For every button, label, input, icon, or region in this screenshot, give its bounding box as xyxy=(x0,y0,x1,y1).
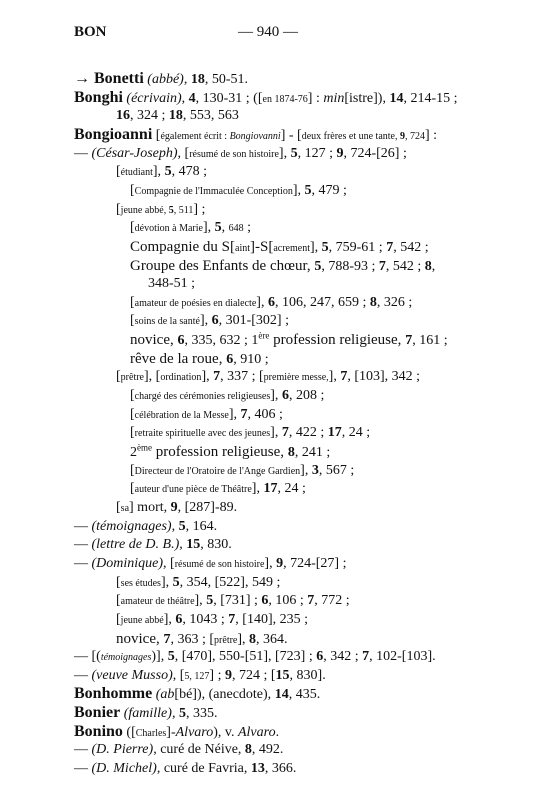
text-run: 5 xyxy=(168,204,174,216)
index-line xyxy=(130,313,289,330)
text-run: — xyxy=(74,145,92,161)
text-run: [ xyxy=(116,499,121,515)
text-run: , 214-15 ; xyxy=(403,90,458,106)
text-run: , 130-31 ; ([ xyxy=(195,90,263,106)
text-run: )], xyxy=(151,649,168,665)
text-run: (veuve Musso) xyxy=(91,667,173,683)
text-run: , xyxy=(171,706,179,722)
text-run: ; xyxy=(243,220,252,236)
index-line xyxy=(74,146,407,163)
text-run: 7 xyxy=(213,369,221,385)
text-run: profession religieuse, xyxy=(269,332,406,349)
text-run: 4 xyxy=(188,90,196,106)
text-run: [ xyxy=(130,481,135,497)
text-run: 6 xyxy=(226,351,234,367)
text-run: Compagnie de l'Immaculée Conception xyxy=(134,185,293,197)
text-run: , 324 ; xyxy=(130,108,169,124)
text-run: acrement xyxy=(273,242,310,254)
text-run: 6 xyxy=(211,313,219,329)
text-run: prêtre xyxy=(214,634,238,646)
text-run: (abbé) xyxy=(147,72,184,87)
text-run: 5 xyxy=(172,574,180,590)
text-run: , xyxy=(179,537,187,553)
text-run: , 422 ; xyxy=(288,425,328,441)
text-run: auteur d'une pièce de Théâtre xyxy=(134,484,252,496)
index-line xyxy=(116,369,420,386)
text-run: , 724 xyxy=(404,130,425,142)
text-run: dévotion à Marie xyxy=(134,223,203,235)
text-run: 14 xyxy=(274,687,289,703)
page-number: — 940 — xyxy=(238,24,298,40)
index-line xyxy=(74,705,217,722)
text-run: — xyxy=(74,555,92,571)
text-run: , [ xyxy=(163,555,175,571)
text-run: , xyxy=(171,518,179,534)
text-run: 13 xyxy=(250,761,265,777)
text-run: , 406 ; xyxy=(247,406,283,422)
text-run: ses études xyxy=(120,577,161,589)
text-run: ]- xyxy=(166,724,176,740)
text-run: , 337 ; [ xyxy=(220,369,264,385)
index-line xyxy=(130,481,306,498)
text-run: Bongiovanni xyxy=(229,130,281,142)
text-run: Bonier xyxy=(74,704,121,722)
text-run: ], xyxy=(202,220,215,236)
index-line xyxy=(116,612,308,629)
text-run: 7 xyxy=(340,369,348,385)
text-run: 6 xyxy=(175,611,183,627)
index-line xyxy=(130,183,347,200)
index-line xyxy=(116,164,207,181)
text-run: [ xyxy=(130,220,135,236)
text-run: 6 xyxy=(177,333,185,349)
text-run: → xyxy=(74,70,94,87)
text-run: , 363 ; [ xyxy=(170,631,215,647)
text-run: 7 xyxy=(362,649,370,665)
text-run: soins de la santé xyxy=(134,316,200,328)
text-run: 6 xyxy=(261,593,269,609)
text-run: , 511 xyxy=(173,204,194,216)
text-run: (famille) xyxy=(123,706,172,722)
text-run: 5 xyxy=(164,164,172,180)
text-run: ], xyxy=(152,164,165,180)
text-run: (écrivain) xyxy=(126,90,182,106)
text-run: ), v. xyxy=(213,724,238,740)
text-run: 7 xyxy=(378,258,386,274)
text-run: ordination xyxy=(160,372,202,384)
text-run: , 364. xyxy=(256,631,288,647)
text-run: — [( xyxy=(74,649,101,665)
text-run: ], xyxy=(270,425,282,441)
text-run: , [287]-89. xyxy=(177,499,238,515)
text-run: Groupe des Enfants de chœur, xyxy=(130,257,315,274)
text-run: en 1874-76 xyxy=(262,93,308,105)
index-line xyxy=(74,761,296,777)
text-run: ème xyxy=(137,442,152,453)
text-run: [ xyxy=(130,406,135,422)
text-run: Directeur de l'Oratoire de l'Ange Gardien xyxy=(134,465,301,477)
text-run: [ xyxy=(152,127,161,143)
index-line xyxy=(74,90,458,108)
text-run: 348-51 ; xyxy=(148,276,196,292)
text-run: — xyxy=(74,742,92,758)
text-run: (César-Joseph) xyxy=(91,145,178,161)
index-line xyxy=(130,425,370,442)
text-run: , [ xyxy=(177,145,190,161)
text-run: célébration de la Messe xyxy=(134,409,229,421)
index-line xyxy=(74,537,232,553)
text-run: , 830. xyxy=(200,537,232,553)
text-run: , xyxy=(431,258,436,274)
text-run: ], xyxy=(278,145,291,161)
text-run: Bonetti xyxy=(94,70,144,87)
text-run: , 102-[103]. xyxy=(369,649,436,665)
text-run: 18 xyxy=(168,108,183,124)
index-line xyxy=(130,407,283,424)
text-run: [ xyxy=(116,574,121,590)
text-run: , 567 ; xyxy=(318,462,355,478)
text-run: , 50-51. xyxy=(204,72,248,87)
text-run: [ xyxy=(130,425,135,441)
text-run: , 106, 247, 659 ; xyxy=(274,294,370,310)
text-run: 8 xyxy=(287,445,295,460)
text-run: 5 xyxy=(167,649,175,665)
text-run: , 335. xyxy=(185,706,218,722)
text-run: amateur de poésies en dialecte xyxy=(134,297,257,309)
text-run: 8 xyxy=(424,258,432,274)
text-run: — xyxy=(74,761,92,777)
text-run: 17 xyxy=(327,425,342,441)
text-run: , 724-[26] ; xyxy=(343,145,407,161)
text-run: 15 xyxy=(275,667,290,683)
index-line xyxy=(116,202,205,219)
text-run: (ab xyxy=(155,687,175,703)
index-line xyxy=(148,276,195,292)
text-run: , 366. xyxy=(264,761,297,777)
text-run: , xyxy=(181,90,189,106)
text-run: , 542 ; xyxy=(385,258,425,274)
text-run: , 492. xyxy=(251,742,284,758)
text-run: , 724 ; [ xyxy=(231,667,276,683)
text-run: 5 xyxy=(178,706,186,722)
text-run: (D. Pierre) xyxy=(91,742,154,758)
text-run: (Dominique) xyxy=(91,555,164,571)
text-run: , 910 ; xyxy=(233,351,269,367)
text-run: [ xyxy=(116,164,121,180)
text-run: profession religieuse, xyxy=(152,444,288,460)
text-run: novice, xyxy=(116,630,164,647)
text-run: chargé des cérémonies religieuses xyxy=(134,391,271,403)
text-run: aint xyxy=(235,242,250,254)
text-run: ] - [ xyxy=(280,127,302,143)
text-run: , 724-[27] ; xyxy=(283,555,347,571)
text-run: , [140], 235 ; xyxy=(235,611,308,627)
text-run: , 335, 632 ; 1 xyxy=(184,333,259,349)
text-run: , 106 ; xyxy=(268,593,308,609)
text-run: ] : xyxy=(307,90,324,106)
text-run: [ xyxy=(116,593,121,609)
text-run: 5 xyxy=(206,593,214,609)
text-run: 7 xyxy=(307,593,315,609)
text-run: 7 xyxy=(281,425,289,441)
text-run: , 830]. xyxy=(289,667,326,683)
text-run: , [470], 550-[51], [723] ; xyxy=(174,649,317,665)
text-run: ], xyxy=(256,294,268,310)
text-run: , curé de Favria, xyxy=(156,761,251,777)
text-run: 17 xyxy=(263,481,278,497)
index-line xyxy=(130,258,435,275)
text-run: rêve de la roue, xyxy=(130,350,227,367)
text-run: , 788-93 ; xyxy=(321,258,379,274)
text-run: ], xyxy=(270,388,282,404)
text-run: (D. Michel) xyxy=(91,761,157,777)
text-run: , [731] ; xyxy=(213,593,262,609)
text-run: novice, xyxy=(130,332,178,349)
index-line xyxy=(130,332,448,349)
text-run: , [103], 342 ; xyxy=(347,369,421,385)
text-run: amateur de théâtre xyxy=(120,596,195,608)
index-line xyxy=(74,742,283,758)
text-run: ], xyxy=(251,481,264,497)
text-run: 648 xyxy=(228,223,244,235)
text-run: témoignages xyxy=(100,652,152,664)
text-run: 5 xyxy=(304,182,312,198)
text-run: . xyxy=(275,724,280,740)
text-run: — xyxy=(74,518,92,534)
text-run: 2 xyxy=(130,445,137,460)
text-run: Charles xyxy=(135,727,167,739)
text-run: ]-S[ xyxy=(250,238,274,255)
text-run: 8 xyxy=(249,631,257,647)
text-run: 9 xyxy=(276,555,284,571)
text-run: ], xyxy=(237,631,250,647)
text-run: , 759-61 ; xyxy=(328,239,387,255)
text-run: , 24 ; xyxy=(277,481,306,497)
text-run: 3 xyxy=(311,462,319,478)
text-run: , 24 ; xyxy=(341,425,371,441)
text-run: , xyxy=(221,220,229,236)
text-run: — xyxy=(74,537,92,553)
text-run: , 435. xyxy=(288,687,321,703)
text-run: 16 xyxy=(116,108,130,124)
text-run: , 241 ; xyxy=(294,445,331,460)
text-run: ([ xyxy=(122,724,136,740)
text-run: , 354, [522], 549 ; xyxy=(179,574,281,590)
text-run: , curé de Néive, xyxy=(153,742,245,758)
text-run: , 208 ; xyxy=(288,388,325,404)
text-run: prêtre xyxy=(120,372,144,384)
index-line xyxy=(130,239,429,257)
text-run: résumé de son histoire xyxy=(174,558,265,570)
text-run: Bongioanni xyxy=(74,125,153,143)
text-run: 18 xyxy=(190,72,205,87)
text-run: 5 xyxy=(214,220,222,236)
text-run: , 326 ; xyxy=(376,294,413,310)
text-run: [ xyxy=(130,313,135,329)
text-run: 7 xyxy=(228,611,236,627)
text-run: min xyxy=(323,90,345,106)
index-line xyxy=(116,593,350,610)
text-run: Alvaro xyxy=(237,724,276,740)
text-run: 5 xyxy=(178,518,186,534)
text-run: [istre]), xyxy=(344,90,390,106)
text-run: ] ; xyxy=(193,201,206,217)
text-run: 8 xyxy=(369,294,377,310)
text-run: , 127 ; xyxy=(297,145,337,161)
text-run: Bonghi xyxy=(74,88,123,106)
text-run: 5, 127 xyxy=(184,670,210,682)
text-run: , 478 ; xyxy=(171,164,207,180)
text-run: [ xyxy=(116,201,121,217)
text-run: 15 xyxy=(186,537,201,553)
text-run: 9 xyxy=(170,499,178,515)
text-run: [ xyxy=(130,182,135,198)
text-run: , 1043 ; xyxy=(182,611,229,627)
text-run: 9 xyxy=(399,130,405,142)
text-run: ], xyxy=(328,369,341,385)
index-line xyxy=(74,71,248,88)
text-run: ], xyxy=(199,313,212,329)
index-line xyxy=(130,295,412,312)
text-run: , 542 ; xyxy=(393,239,429,255)
index-line xyxy=(74,556,346,573)
text-run: Bonino xyxy=(74,722,123,740)
text-run: 9 xyxy=(336,145,344,161)
text-run: ], xyxy=(160,574,173,590)
text-run: retraite spirituelle avec des jeunes xyxy=(134,428,271,440)
index-line xyxy=(74,127,437,145)
index-line xyxy=(74,668,326,685)
text-run: ère xyxy=(258,330,270,341)
text-run: 6 xyxy=(281,388,289,404)
text-run: [ xyxy=(116,611,121,627)
index-line xyxy=(74,519,217,535)
text-run: ], xyxy=(163,611,176,627)
text-run: jeune abbé, xyxy=(120,204,169,216)
text-run: 14 xyxy=(389,90,404,106)
text-run: deux frères et une tante, xyxy=(301,130,400,142)
text-run: jeune abbé xyxy=(120,614,164,626)
index-line xyxy=(130,463,354,480)
text-run: , 164. xyxy=(185,518,218,534)
index-line xyxy=(116,500,237,517)
index-line xyxy=(116,108,239,124)
text-run: 6 xyxy=(267,294,275,310)
text-run: 9 xyxy=(224,667,232,683)
text-run: ], [ xyxy=(144,369,161,385)
text-run: [ xyxy=(130,462,135,478)
text-run: , xyxy=(183,72,191,87)
text-run: Compagnie du S[ xyxy=(130,238,235,255)
index-line xyxy=(130,444,330,461)
text-run: 6 xyxy=(316,649,324,665)
text-run: , 342 ; xyxy=(323,649,363,665)
text-run: 7 xyxy=(405,333,413,349)
text-run: ], xyxy=(300,462,312,478)
text-run: résumé de son histoire xyxy=(189,148,279,160)
text-run: [ xyxy=(116,369,121,385)
text-run: (lettre de D. B.) xyxy=(91,537,180,553)
text-run: ] ; xyxy=(209,667,225,683)
text-run: ], xyxy=(309,239,322,255)
text-run: [bé]), (anecdote), xyxy=(174,687,275,703)
index-line xyxy=(130,220,251,237)
index-line xyxy=(116,631,288,649)
text-run: Alvaro xyxy=(175,724,214,740)
index-line xyxy=(130,388,324,405)
text-run: (témoignages) xyxy=(91,518,172,534)
text-run: 5 xyxy=(290,145,298,161)
index-line xyxy=(74,724,279,742)
text-run: première messe, xyxy=(263,372,329,384)
text-run: ], xyxy=(228,406,241,422)
text-run: 5 xyxy=(321,239,329,255)
text-run: Bonhomme xyxy=(74,685,153,703)
text-run: 8 xyxy=(244,742,252,758)
index-line xyxy=(130,351,269,368)
text-run: , 301-[302] ; xyxy=(218,313,289,329)
text-run: , 553, 563 xyxy=(182,108,239,124)
text-run: ], xyxy=(201,369,214,385)
index-line xyxy=(116,575,280,592)
index-line xyxy=(74,686,320,703)
text-run: également écrit : xyxy=(160,130,230,142)
text-run: ], xyxy=(264,555,277,571)
text-run: ] : xyxy=(424,127,438,143)
text-run: 7 xyxy=(386,239,394,255)
text-run: , 479 ; xyxy=(311,182,347,198)
text-run: [ xyxy=(130,388,135,404)
text-run: sa xyxy=(120,502,130,514)
text-run: , 772 ; xyxy=(314,593,350,609)
text-run: 7 xyxy=(163,631,171,647)
running-head: BON xyxy=(74,24,107,40)
text-run: , 161 ; xyxy=(412,333,448,349)
text-run: [ xyxy=(130,294,135,310)
text-run: étudiant xyxy=(120,167,153,179)
text-run: 5 xyxy=(314,258,322,274)
index-line xyxy=(74,649,436,666)
text-run: ] mort, xyxy=(129,499,171,515)
text-run: 7 xyxy=(240,406,248,422)
text-run: , [ xyxy=(172,667,185,683)
text-run: ], xyxy=(292,182,305,198)
text-run: ], xyxy=(194,593,207,609)
text-run: — xyxy=(74,667,92,683)
